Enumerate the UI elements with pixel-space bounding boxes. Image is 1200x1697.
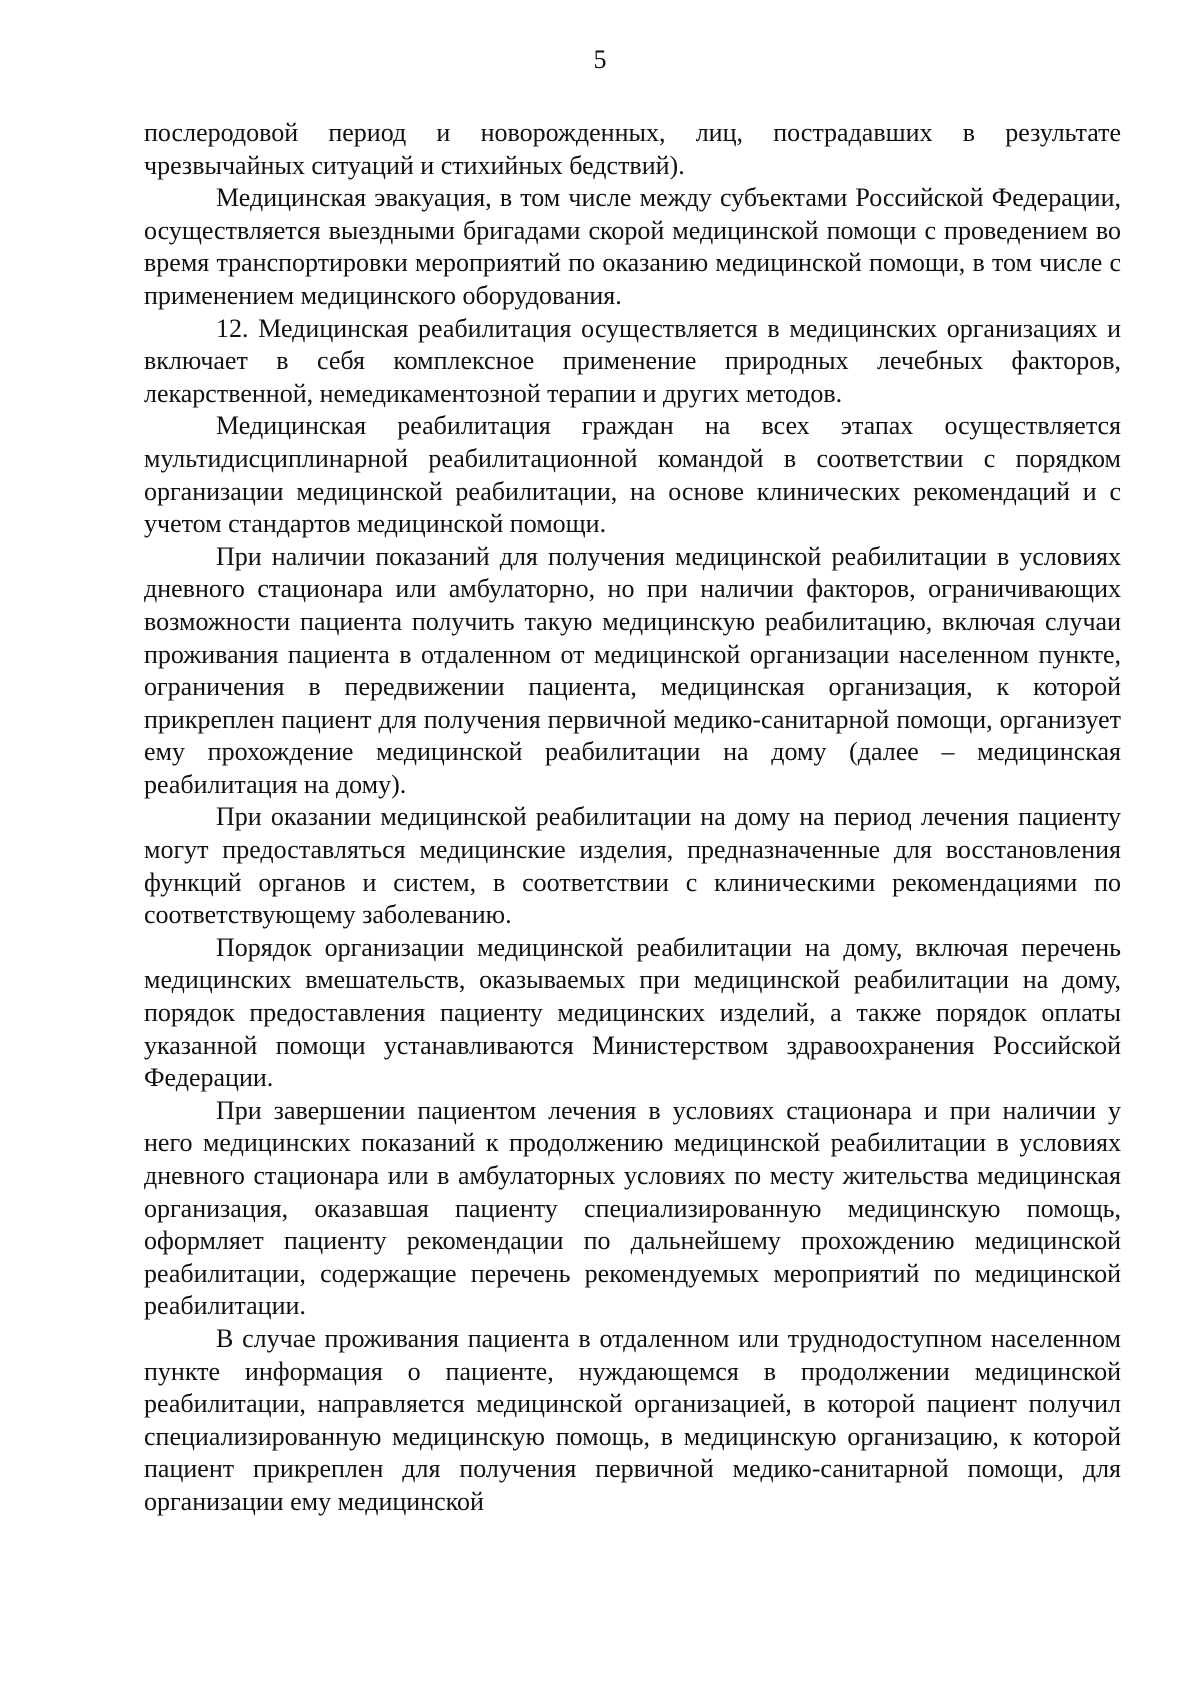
paragraph-medical-devices: При оказании медицинской реабилитации на дому на период лечения пациенту могут предоставляться медицинские изделия, предназначенные для восстановления функций органов и систем, в соответствии с клиническими рекомендациями по соответствующему заболеванию. xyxy=(144,802,1121,930)
paragraph-continuation: послеродовой период и новорожденных, лиц, пострадавших в результате чрезвычайных ситуаций и стихийных бедствий). xyxy=(144,118,1121,180)
paragraph-discharge-recommendations: При завершении пациентом лечения в условиях стационара и при наличии у него медицинских показаний к продолжению медицинской реабилитации в условиях дневного стационара или в амбулаторных условиях по месту жительства медицинская организация, оказавшая пациенту специализированную медицинскую помощь, оформляет пациенту рекомендации по дальнейшему прохождению медицинской реабилитации, содержащие перечень рекомендуемых мероприятий по медицинской реабилитации. xyxy=(144,1095,1121,1321)
document-body xyxy=(144,117,1121,1519)
paragraph-item-12-rehabilitation: 12. Медицинская реабилитация осуществляется в медицинских организациях и включает в себя комплексное применение природных лечебных факторов, лекарственной, немедикаментозной терапии и других методов. xyxy=(144,313,1121,408)
paragraph-medical-evacuation: Медицинская эвакуация, в том числе между субъектами Российской Федерации, осуществляется выездными бригадами скорой медицинской помощи с проведением во время транспортировки мероприятий по оказанию медицинской помощи, в том числе с применением медицинского оборудования. xyxy=(144,183,1121,310)
page-number: 5 xyxy=(593,45,607,74)
paragraph-rehabilitation-stages: Медицинская реабилитация граждан на всех этапах осуществляется мультидисциплинарной реабилитационной командой в соответствии с порядком организации медицинской реабилитации, на основе клинических рекомендаций и с учетом стандартов медицинской помощи. xyxy=(144,411,1121,539)
paragraph-home-rehabilitation: При наличии показаний для получения медицинской реабилитации в условиях дневного стационара или амбулаторно, но при наличии факторов, ограничивающих возможности пациента получить такую медицинскую реабилитацию, включая случаи проживания пациента в отдаленном от медицинской организации населенном пункте, ограничения в передвижении пациента, медицинская организация, к которой прикреплен пациент для получения первичной медико-санитарной помощи, организует ему прохождение медицинской реабилитации на дому (далее – медицинская реабилитация на дому). xyxy=(144,541,1121,799)
paragraph-home-rehabilitation-procedure: Порядок организации медицинской реабилитации на дому, включая перечень медицинских вмешательств, оказываемых при медицинской реабилитации на дому, порядок предоставления пациенту медицинских изделий, а также порядок оплаты указанной помощи устанавливаются Министерством здравоохранения Российской Федерации. xyxy=(144,932,1121,1093)
paragraph-remote-settlement: В случае проживания пациента в отдаленном или труднодоступном населенном пункте информация о пациенте, нуждающемся в продолжении медицинской реабилитации, направляется медицинской организацией, в которой пациент получил специализированную медицинскую помощь, в медицинскую организацию, к которой пациент прикреплен для получения первичной медико-санитарной помощи, для организации ему медицинской xyxy=(144,1323,1121,1516)
